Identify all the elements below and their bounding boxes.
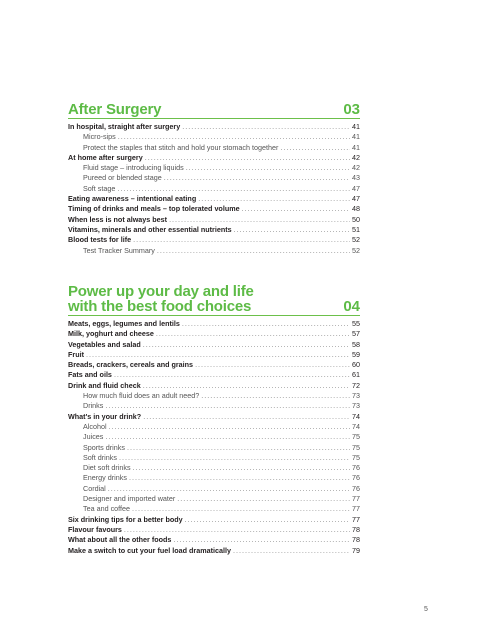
dot-leader	[234, 225, 350, 235]
section-title-line: After Surgery	[68, 101, 162, 118]
toc-entry[interactable]	[68, 184, 360, 194]
toc-entry[interactable]	[68, 122, 360, 132]
dot-leader	[143, 340, 350, 350]
toc-entry-page: 77	[352, 494, 360, 504]
toc-entry-page: 48	[352, 204, 360, 214]
dot-leader	[164, 173, 350, 183]
toc-entry-list	[68, 319, 360, 556]
dot-leader	[114, 370, 350, 380]
dot-leader	[109, 422, 350, 432]
toc-entry-page: 41	[352, 142, 360, 152]
toc-entry[interactable]	[68, 132, 360, 142]
toc-entry-page: 52	[352, 245, 360, 255]
dot-leader	[105, 401, 350, 411]
toc-entry[interactable]	[68, 422, 360, 432]
toc-entry[interactable]	[68, 515, 360, 525]
dot-leader	[124, 525, 350, 535]
toc-entry-title: Designer and imported water	[83, 494, 176, 504]
dot-leader	[169, 215, 350, 225]
toc-entry-title: Diet soft drinks	[83, 463, 131, 473]
toc-entry-page: 43	[352, 173, 360, 183]
toc-entry-title: Soft stage	[83, 183, 116, 193]
dot-leader	[127, 443, 350, 453]
toc-section-after-surgery	[68, 102, 360, 256]
toc-entry[interactable]	[68, 340, 360, 350]
toc-entry-title: Tea and coffee	[83, 504, 131, 514]
dot-leader	[119, 453, 350, 463]
toc-entry-title: Juices	[83, 432, 104, 442]
dot-leader	[132, 504, 350, 514]
toc-entry[interactable]	[68, 215, 360, 225]
section-header	[68, 102, 360, 119]
toc-entry[interactable]	[68, 360, 360, 370]
toc-entry-page: 58	[352, 339, 360, 349]
dot-leader	[108, 484, 350, 494]
toc-entry-title: At home after surgery	[68, 152, 143, 162]
toc-entry-title: Breads, crackers, cereals and grains	[68, 360, 194, 370]
toc-entry-page: 77	[352, 514, 360, 524]
dot-leader	[173, 535, 350, 545]
dot-leader	[133, 235, 350, 245]
toc-entry-page: 72	[352, 380, 360, 390]
dot-leader	[233, 546, 350, 556]
toc-entry-title: Alcohol	[83, 421, 107, 431]
section-number: 03	[343, 101, 360, 118]
toc-entry-title: What's in your drink?	[68, 411, 142, 421]
toc-entry[interactable]	[68, 163, 360, 173]
dot-leader	[133, 463, 350, 473]
toc-entry-page: 77	[352, 504, 360, 514]
dot-leader	[118, 132, 350, 142]
dot-leader	[105, 432, 350, 442]
toc-entry-page: 50	[352, 214, 360, 224]
dot-leader	[143, 412, 350, 422]
toc-entry[interactable]	[68, 235, 360, 245]
toc-entry-title: Drink and fluid check	[68, 380, 141, 390]
section-title-line: with the best food choices	[68, 298, 252, 315]
toc-entry-page: 78	[352, 535, 360, 545]
dot-leader	[201, 391, 350, 401]
toc-entry[interactable]	[68, 453, 360, 463]
toc-entry-page: 61	[352, 370, 360, 380]
toc-entry[interactable]	[68, 370, 360, 380]
toc-entry-title: Vegetables and salad	[68, 339, 141, 349]
dot-leader	[280, 143, 350, 153]
page-number: 5	[424, 606, 428, 613]
toc-entry-list	[68, 122, 360, 256]
toc-entry-title: What about all the other foods	[68, 535, 172, 545]
toc-entry[interactable]	[68, 381, 360, 391]
toc-entry-title: Micro-sips	[83, 132, 116, 142]
toc-entry[interactable]	[68, 143, 360, 153]
toc-entry-page: 78	[352, 524, 360, 534]
toc-entry-page: 73	[352, 391, 360, 401]
toc-entry[interactable]	[68, 432, 360, 442]
toc-entry-title: Blood tests for life	[68, 235, 132, 245]
dot-leader	[186, 163, 350, 173]
toc-entry-title: Eating awareness – intentional eating	[68, 194, 197, 204]
toc-entry-title: Meats, eggs, legumes and lentils	[68, 319, 180, 328]
section-number: 04	[343, 298, 360, 315]
toc-entry[interactable]	[68, 535, 360, 545]
toc-entry-title: Fluid stage – introducing liquids	[83, 163, 184, 173]
toc-entry-title: Make a switch to cut your fuel load dramatically	[68, 545, 231, 555]
dot-leader	[182, 319, 350, 329]
section-title-line: Power up your day and life	[68, 283, 254, 300]
dot-leader	[156, 329, 350, 339]
toc-entry-page: 41	[352, 122, 360, 131]
toc-entry-title: Timing of drinks and meals – top tolerated volume	[68, 204, 240, 214]
toc-entry-title: Test Tracker Summary	[83, 245, 155, 255]
toc-entry[interactable]	[68, 225, 360, 235]
dot-leader	[195, 360, 350, 370]
toc-entry[interactable]	[68, 412, 360, 422]
dot-leader	[242, 204, 350, 214]
toc-entry-page: 52	[352, 235, 360, 245]
dot-leader	[182, 122, 350, 132]
toc-entry-page: 47	[352, 183, 360, 193]
toc-entry-title: Flavour favours	[68, 524, 122, 534]
toc-entry[interactable]	[68, 494, 360, 504]
dot-leader	[129, 473, 350, 483]
toc-entry-page: 55	[352, 319, 360, 328]
toc-entry-page: 73	[352, 401, 360, 411]
toc-entry-page: 57	[352, 329, 360, 339]
toc-entry-page: 74	[352, 421, 360, 431]
section-title	[68, 102, 161, 117]
toc-entry-title: Milk, yoghurt and cheese	[68, 329, 154, 339]
toc-entry-title: Fruit	[68, 349, 84, 359]
toc-entry-page: 75	[352, 432, 360, 442]
toc-entry-page: 60	[352, 360, 360, 370]
toc-entry[interactable]	[68, 194, 360, 204]
toc-entry[interactable]	[68, 350, 360, 360]
toc-entry-page: 51	[352, 224, 360, 234]
dot-leader	[185, 515, 350, 525]
toc-entry[interactable]	[68, 401, 360, 411]
toc-entry[interactable]	[68, 329, 360, 339]
toc-entry-title: Fats and oils	[68, 370, 112, 380]
toc-entry[interactable]	[68, 443, 360, 453]
toc-entry-page: 47	[352, 194, 360, 204]
toc-entry[interactable]	[68, 204, 360, 214]
toc-entry-title: Sports drinks	[83, 442, 125, 452]
toc-entry-title: When less is not always best	[68, 214, 168, 224]
dot-leader	[157, 246, 350, 256]
toc-entry[interactable]	[68, 546, 360, 556]
dot-leader	[145, 153, 350, 163]
toc-entry[interactable]	[68, 484, 360, 494]
toc-entry-title: Energy drinks	[83, 473, 127, 483]
toc-entry-title: How much fluid does an adult need?	[83, 391, 200, 401]
toc-entry[interactable]	[68, 473, 360, 483]
toc-entry-title: Cordial	[83, 483, 106, 493]
toc-entry[interactable]	[68, 504, 360, 514]
toc-entry[interactable]	[68, 525, 360, 535]
toc-entry-page: 59	[352, 349, 360, 359]
toc-entry-page: 41	[352, 132, 360, 142]
dot-leader	[86, 350, 350, 360]
toc-entry-page: 74	[352, 411, 360, 421]
section-title	[68, 284, 254, 314]
toc-entry-title: Protect the staples that stitch and hold your stomach together	[83, 142, 279, 152]
toc-entry[interactable]	[68, 319, 360, 329]
dot-leader	[177, 494, 350, 504]
toc-entry-title: Drinks	[83, 401, 104, 411]
toc-entry-page: 76	[352, 463, 360, 473]
toc-entry-page: 75	[352, 442, 360, 452]
toc-entry[interactable]	[68, 153, 360, 163]
dot-leader	[117, 184, 350, 194]
toc-entry-page: 76	[352, 473, 360, 483]
toc-entry-title: Pureed or blended stage	[83, 173, 162, 183]
toc-entry-title: Soft drinks	[83, 452, 117, 462]
toc-entry[interactable]	[68, 246, 360, 256]
toc-entry[interactable]	[68, 173, 360, 183]
section-header	[68, 284, 360, 316]
toc-entry-title: Vitamins, minerals and other essential nutrients	[68, 224, 232, 234]
toc-entry[interactable]	[68, 463, 360, 473]
toc-entry-page: 75	[352, 452, 360, 462]
toc-entry-page: 76	[352, 483, 360, 493]
toc-entry[interactable]	[68, 391, 360, 401]
dot-leader	[198, 194, 350, 204]
toc-entry-page: 42	[352, 163, 360, 173]
toc-entry-title: In hospital, straight after surgery	[68, 122, 181, 131]
toc-entry-page: 42	[352, 152, 360, 162]
toc-entry-page: 79	[352, 545, 360, 555]
dot-leader	[143, 381, 350, 391]
toc-section-power-up	[68, 284, 360, 556]
toc-entry-title: Six drinking tips for a better body	[68, 514, 183, 524]
